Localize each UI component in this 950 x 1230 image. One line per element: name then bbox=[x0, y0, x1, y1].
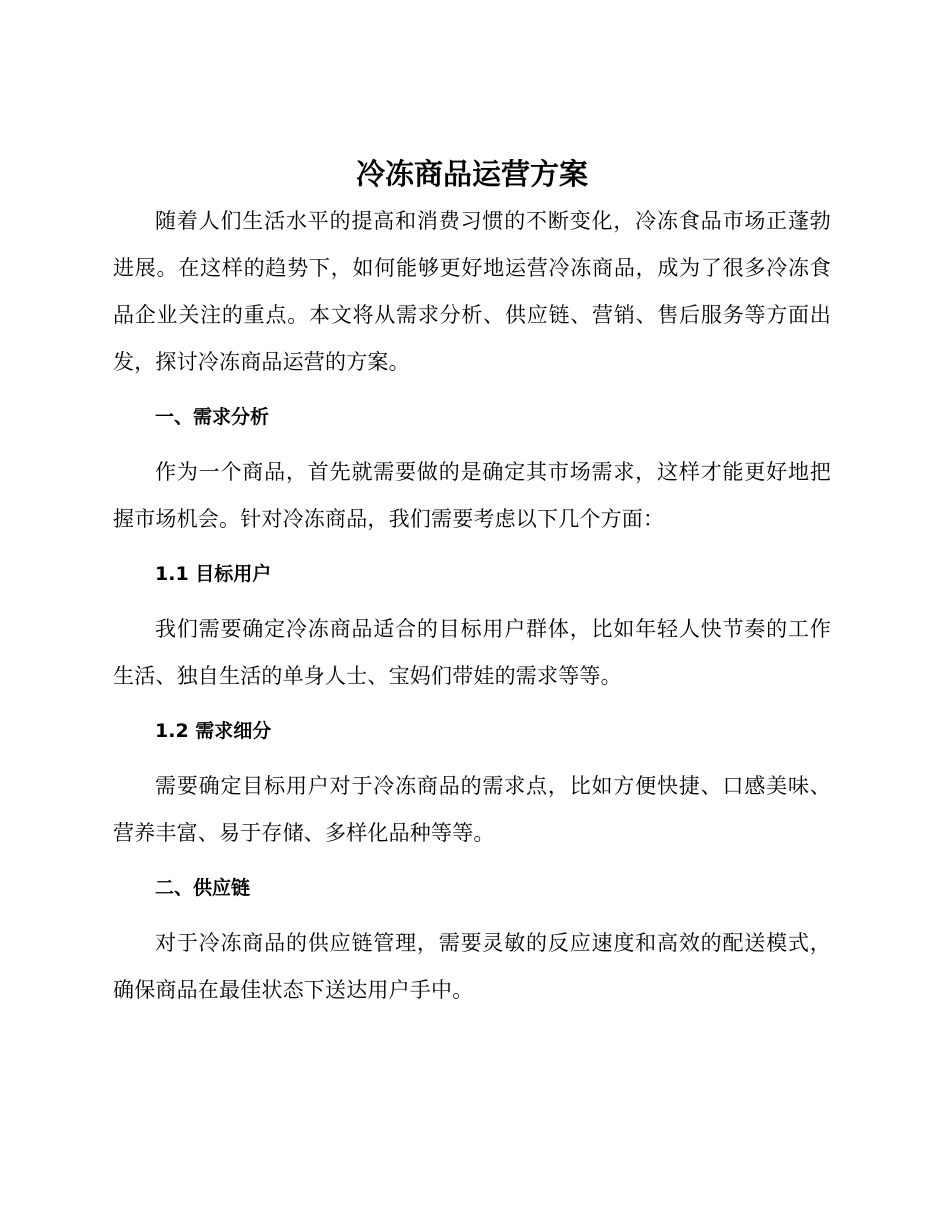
section-paragraph-demand-analysis: 作为一个商品，首先就需要做的是确定其市场需求，这样才能更好地把握市场机会。针对冷冻商品，我们需要考虑以下几个方面： bbox=[113, 460, 831, 531]
section-heading-demand-segmentation: 1.2 需求细分 bbox=[155, 720, 272, 742]
spacer bbox=[113, 755, 831, 763]
spacer bbox=[113, 912, 831, 920]
intro-paragraph: 随着人们生活水平的提高和消费习惯的不断变化，冷冻食品市场正蓬勃进展。在这样的趋势下，如何能够更好地运营冷冻商品，成为了很多冷冻食品企业关注的重点。本文将从需求分析、供应链、营销、售后服务等方面出发，探讨冷冻商品运营的方案。 bbox=[113, 209, 831, 374]
section-heading-supply-chain: 二、供应链 bbox=[155, 877, 251, 899]
document-page bbox=[113, 150, 831, 1014]
spacer bbox=[113, 857, 831, 865]
spacer bbox=[113, 386, 831, 394]
section-paragraph-supply-chain: 对于冷冻商品的供应链管理，需要灵敏的反应速度和高效的配送模式，确保商品在最佳状态下送达用户手中。 bbox=[113, 931, 831, 1002]
spacer bbox=[113, 543, 831, 551]
section-paragraph-demand-segmentation: 需要确定目标用户对于冷冻商品的需求点，比如方便快捷、口感美味、营养丰富、易于存储、多样化品种等等。 bbox=[113, 774, 831, 845]
section-heading-target-users: 1.1 目标用户 bbox=[155, 563, 272, 585]
spacer bbox=[113, 441, 831, 449]
spacer bbox=[113, 700, 831, 708]
document-title: 冷冻商品运营方案 bbox=[355, 157, 588, 191]
spacer bbox=[113, 598, 831, 606]
section-paragraph-target-users: 我们需要确定冷冻商品适合的目标用户群体，比如年轻人快节奏的工作生活、独自生活的单身人士、宝妈们带娃的需求等等。 bbox=[113, 617, 831, 688]
section-heading-demand-analysis: 一、需求分析 bbox=[155, 406, 270, 428]
